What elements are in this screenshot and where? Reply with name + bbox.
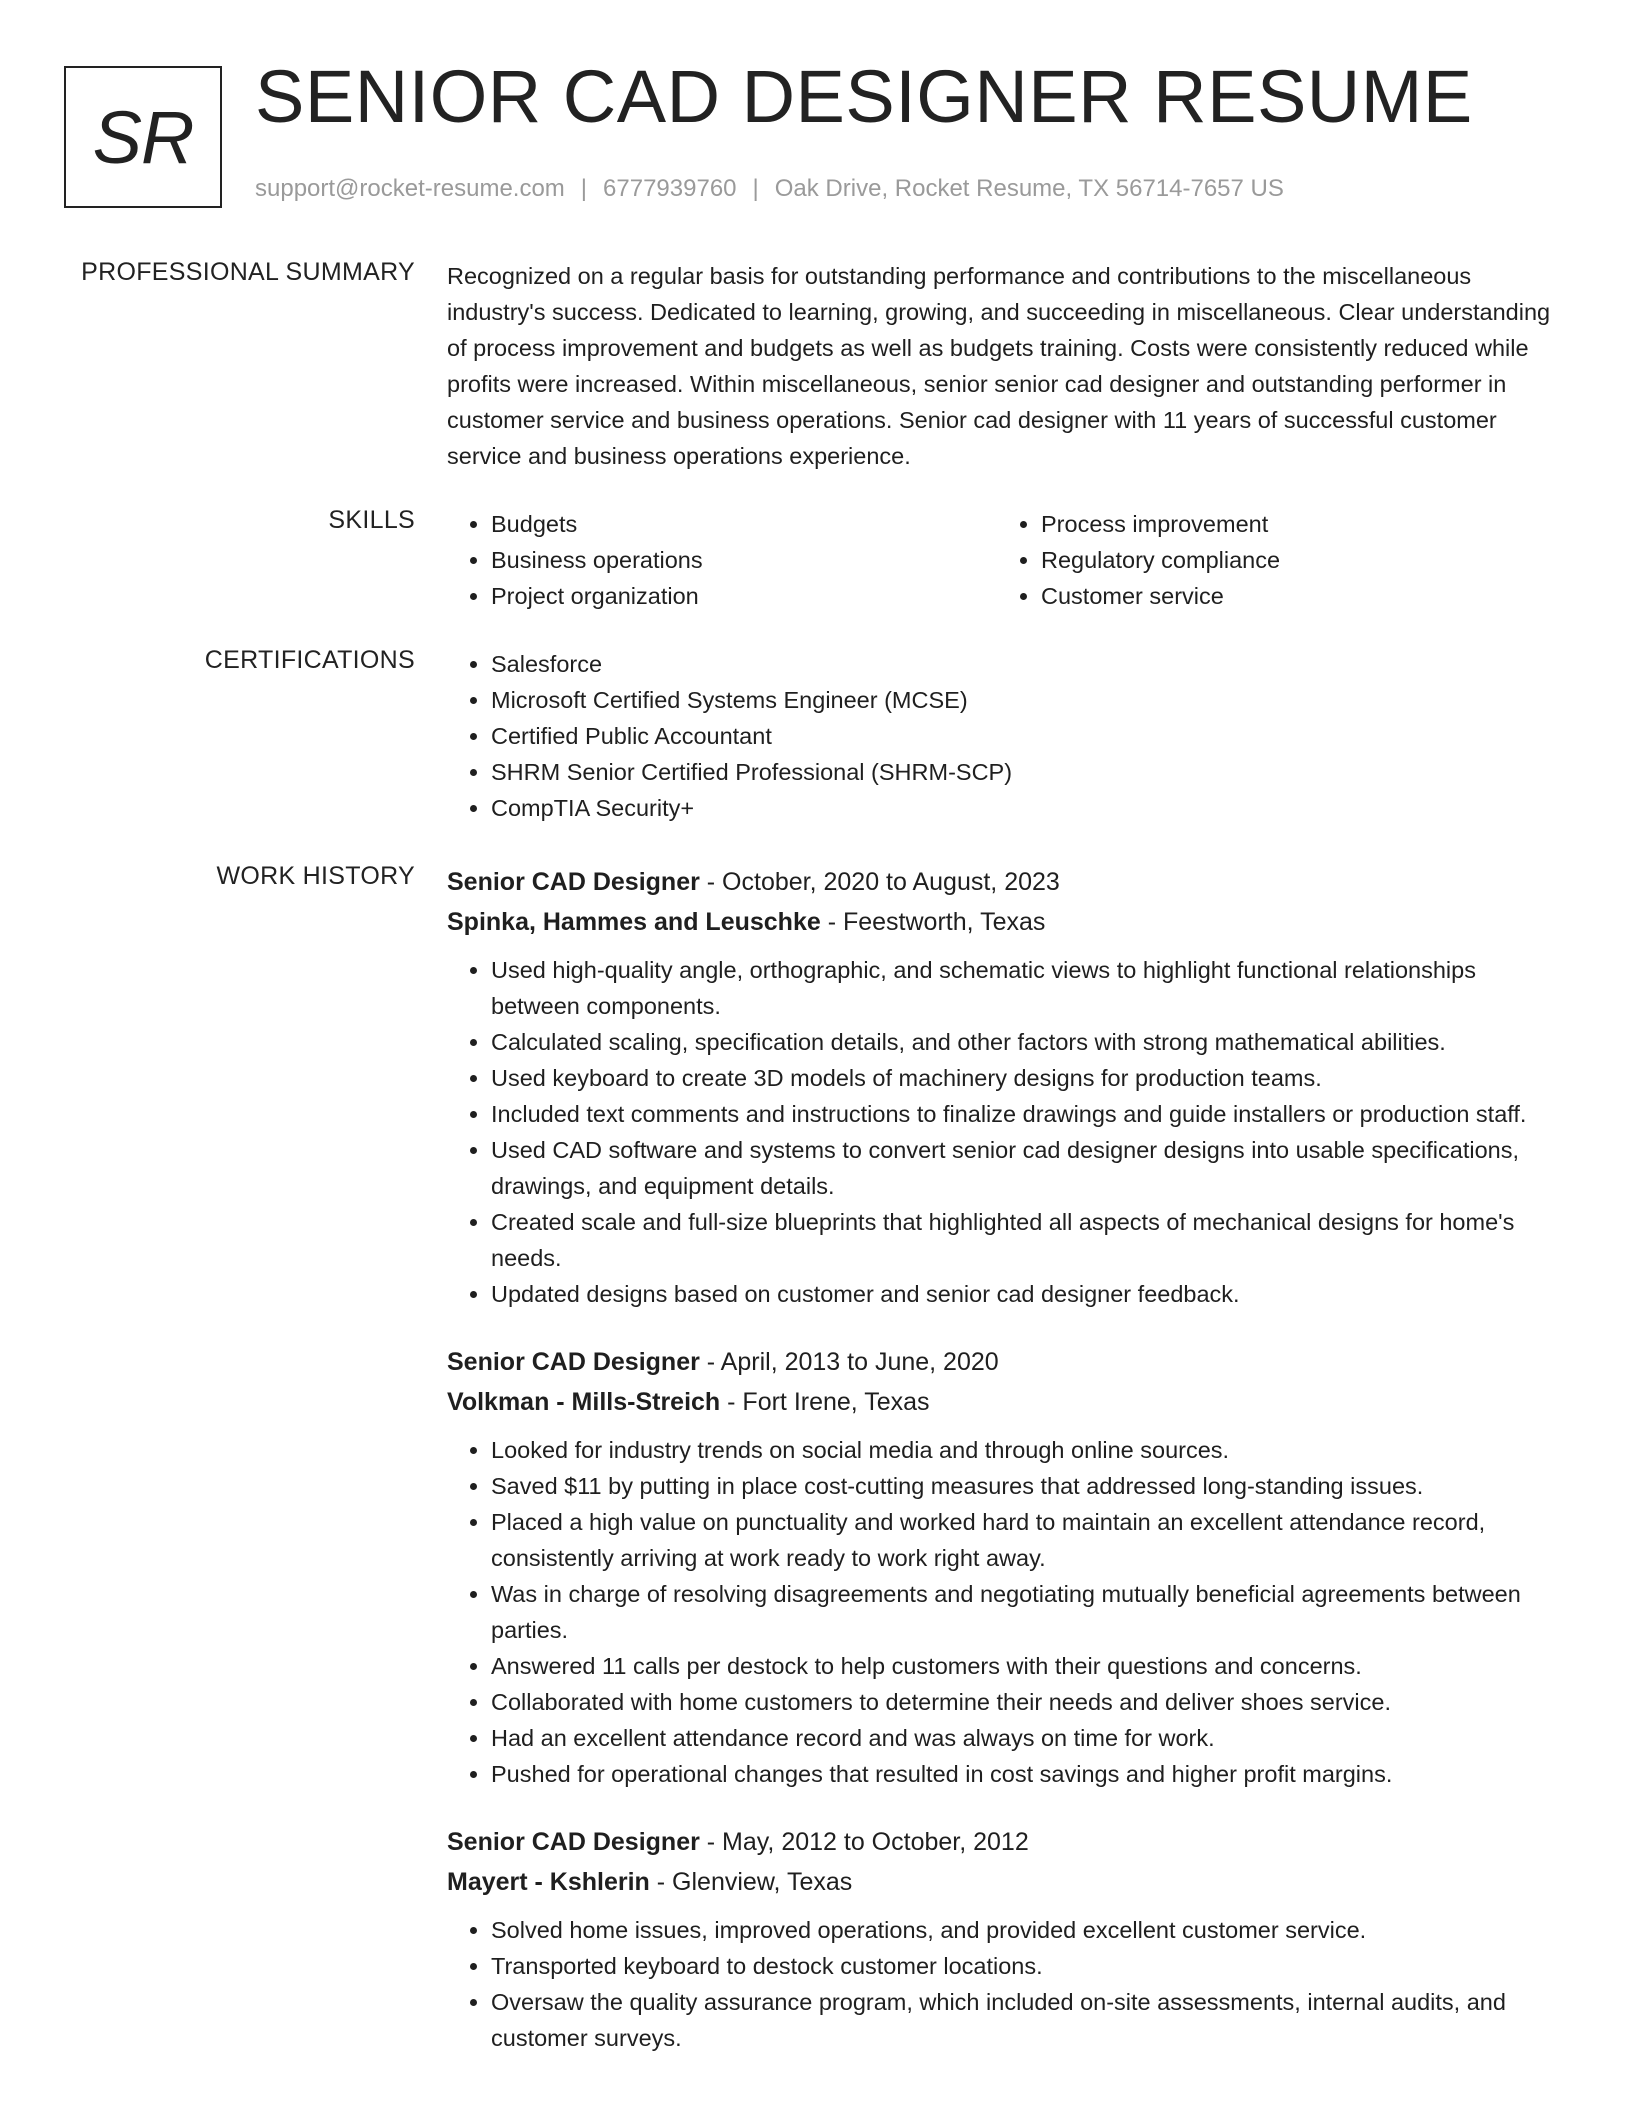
job-bullets [447,952,1567,1312]
job-title: Senior CAD Designer [447,1828,700,1856]
skills-list-left [447,506,997,614]
job-bullet: • Oversaw the quality assurance program, which included on-site assessments, internal audits, and customer surveys. [491,1984,1567,2056]
job-location: - Fort Irene, Texas [720,1388,930,1416]
section-label-skills: SKILLS [328,506,415,534]
section-label-work-history: WORK HISTORY [216,862,415,890]
job-bullet: • Transported keyboard to destock customer locations. [491,1948,1567,1984]
skill-item: • Budgets [491,506,997,542]
job-bullet: • Solved home issues, improved operations, and provided excellent customer service. [491,1912,1567,1948]
job-title-line [447,1342,1567,1382]
skill-item: • Process improvement [1041,506,1547,542]
monogram-initials: SR [92,95,194,179]
job-bullet: • Updated designs based on customer and senior cad designer feedback. [491,1276,1567,1312]
contact-email[interactable]: support@rocket-resume.com [255,175,565,202]
job-bullet: • Calculated scaling, specification details, and other factors with strong mathematical abilities. [491,1024,1567,1060]
job-company: Volkman - Mills-Streich [447,1388,721,1416]
section-label-certifications: CERTIFICATIONS [204,646,415,674]
contact-separator: | [580,175,588,202]
certification-item: • Certified Public Accountant [491,718,1567,754]
work-history-body [447,862,1567,2086]
job-bullet: • Pushed for operational changes that resulted in cost savings and higher profit margins. [491,1756,1567,1792]
skills-list-right [997,506,1547,614]
job-dates: - April, 2013 to June, 2020 [699,1348,999,1376]
monogram-box [64,66,222,208]
job-bullet: • Had an excellent attendance record and was always on time for work. [491,1720,1567,1756]
job-bullet: • Collaborated with home customers to determine their needs and deliver shoes service. [491,1684,1567,1720]
summary-body [447,258,1567,474]
contact-address: Oak Drive, Rocket Resume, TX 56714-7657 US [774,175,1284,202]
certifications-list [447,646,1567,826]
job-location: - Glenview, Texas [649,1868,853,1896]
job-bullet: • Looked for industry trends on social media and through online sources. [491,1432,1567,1468]
job-bullet: • Created scale and full-size blueprints that highlighted all aspects of mechanical designs for home's needs. [491,1204,1567,1276]
job-company-line [447,1382,1567,1422]
job-dates: - May, 2012 to October, 2012 [699,1828,1029,1856]
contact-line [255,175,1284,203]
job-company: Mayert - Kshlerin [447,1868,650,1896]
certification-item: • SHRM Senior Certified Professional (SHRM-SCP) [491,754,1567,790]
job-title: Senior CAD Designer [447,868,700,896]
contact-phone[interactable]: 6777939760 [603,175,737,202]
job-title: Senior CAD Designer [447,1348,700,1376]
skills-body [447,506,1567,614]
job-bullets [447,1912,1567,2056]
job-bullet: • Used high-quality angle, orthographic, and schematic views to highlight functional relationships between components. [491,952,1567,1024]
skill-item: • Project organization [491,578,997,614]
job-dates: - October, 2020 to August, 2023 [699,868,1060,896]
job-bullets [447,1432,1567,1792]
job-bullet: • Included text comments and instructions to finalize drawings and guide installers or production staff. [491,1096,1567,1132]
certification-item: • CompTIA Security+ [491,790,1567,826]
job-title-line [447,862,1567,902]
job-company: Spinka, Hammes and Leuschke [447,908,821,936]
job-bullet: • Used CAD software and systems to convert senior cad designer designs into usable specifications, drawings, and equipment details. [491,1132,1567,1204]
job-bullet: • Answered 11 calls per destock to help customers with their questions and concerns. [491,1648,1567,1684]
job-entry [447,1342,1567,1792]
job-entry [447,862,1567,1312]
job-bullet: • Was in charge of resolving disagreements and negotiating mutually beneficial agreements between parties. [491,1576,1567,1648]
job-bullet: • Placed a high value on punctuality and worked hard to maintain an excellent attendance record, consistently arriving at work ready to work right away. [491,1504,1567,1576]
job-company-line [447,1862,1567,1902]
job-location: - Feestworth, Texas [820,908,1046,936]
certification-item: • Salesforce [491,646,1567,682]
resume-title: SENIOR CAD DESIGNER RESUME [255,55,1473,138]
skill-item: • Business operations [491,542,997,578]
certifications-body [447,646,1567,826]
section-label-summary: PROFESSIONAL SUMMARY [81,258,415,286]
skill-item: • Regulatory compliance [1041,542,1547,578]
certification-item: • Microsoft Certified Systems Engineer (MCSE) [491,682,1567,718]
job-title-line [447,1822,1567,1862]
job-bullet: • Saved $11 by putting in place cost-cutting measures that addressed long-standing issues. [491,1468,1567,1504]
contact-separator: | [752,175,759,202]
job-entry [447,1822,1567,2056]
job-company-line [447,902,1567,942]
summary-text: Recognized on a regular basis for outstanding performance and contributions to the miscellaneous industry's success. Dedicated to learning, growing, and succeeding in miscellaneous. Clear understanding of process improvement and budgets as well as budgets training. Costs were consistently reduced while profits were increased. Within miscellaneous, senior senior cad designer and outstanding performer in customer service and business operations. Senior cad designer with 11 years of successful customer service and business operations experience. [447,263,1551,469]
job-bullet: • Used keyboard to create 3D models of machinery designs for production teams. [491,1060,1567,1096]
skill-item: • Customer service [1041,578,1547,614]
